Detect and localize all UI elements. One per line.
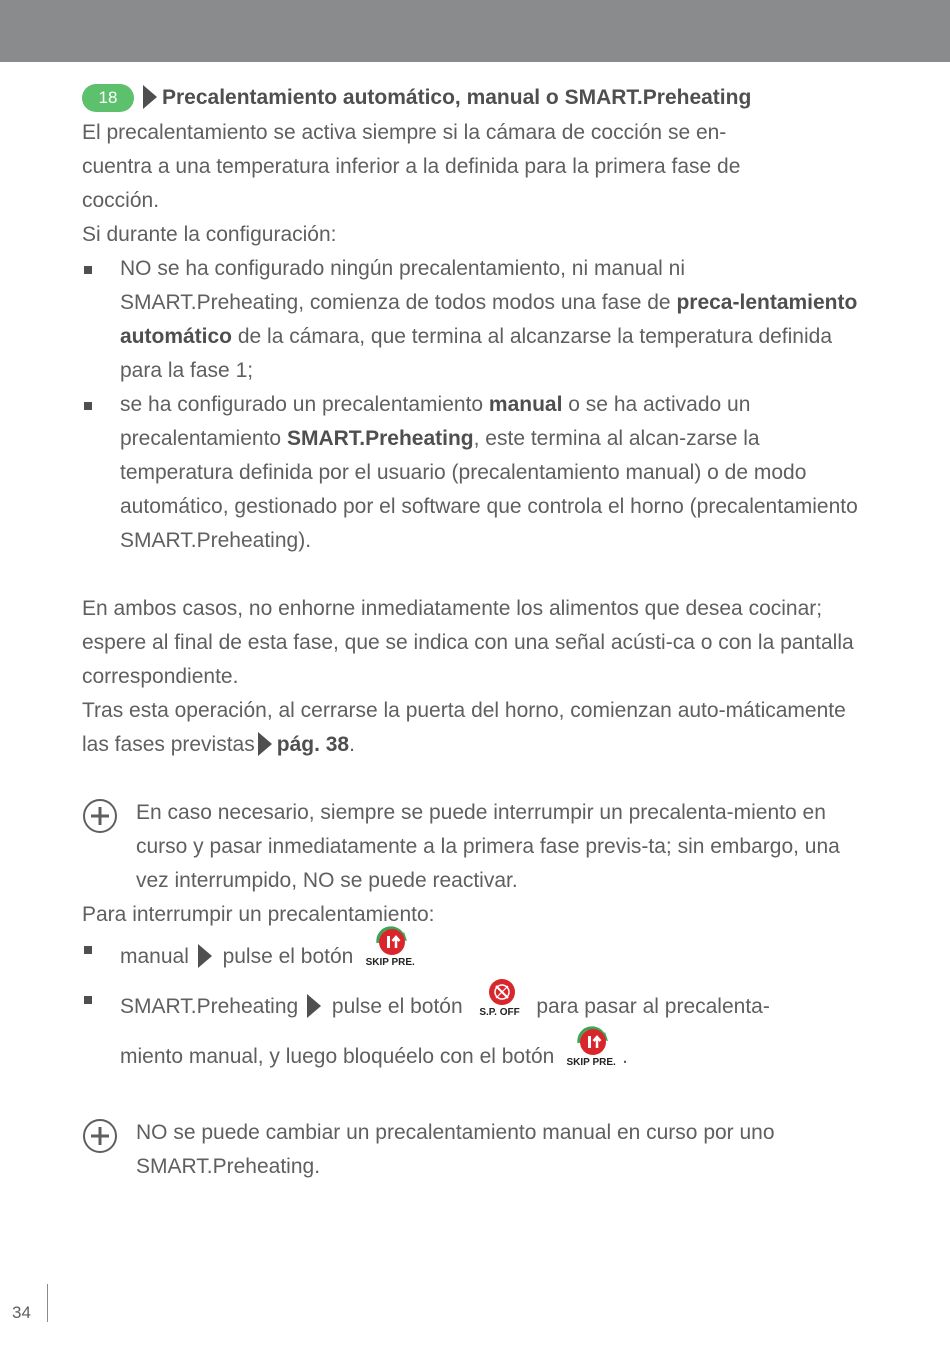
list-item [82,388,872,558]
paragraph-condition: Si durante la configuración: [82,223,337,246]
list-item-text: se ha configurado un precalentamiento [120,393,489,416]
list-item [82,932,872,982]
bullet-list-conditions [82,252,872,558]
button-icon-label: S.P. OFF [479,1007,520,1019]
list-item-text: de la cámara, que termina al alcanzarse la temperatura definida para la fase 1; [120,325,833,382]
paragraph-intro-line-2: cuentra a una temperatura inferior a la definida para la primera fase de [82,155,741,178]
note-text: NO se puede cambiar un precalentamiento manual en curso por uno SMART.Preheating. [136,1121,775,1178]
sp-off-button-icon [469,977,531,1021]
list-item-text: pulse el botón [331,995,463,1018]
page-content [82,80,872,1184]
button-icon-label: SKIP PRE. [365,957,415,969]
paragraph-intro-line-1: El precalentamiento se activa siempre si la cámara de cocción se en- [82,121,727,144]
plus-circle-icon [82,798,118,834]
button-icon-label: SKIP PRE. [566,1057,616,1069]
section-heading [82,80,872,116]
paragraph-how-to-interrupt: Para interrumpir un precalentamiento: [82,903,435,926]
list-item [82,252,872,388]
list-item-text: o se ha activado un precalentamiento [120,393,751,450]
paragraph-intro-line-3: cocción. [82,189,160,212]
list-item-bold: SMART.Preheating [286,427,474,450]
page-number: 34 [12,1303,31,1322]
section-title: Precalentamiento automático, manual o SMART.Preheating [162,86,752,109]
list-item [82,982,872,1082]
note-interrupt [82,796,872,898]
note-text: En caso necesario, siempre se puede interrumpir un precalenta-miento en curso y pasar inmediatamente a la primera fase previs-ta; sin embargo, una vez interrumpido, NO se puede reactivar. [136,801,840,892]
page-number-divider [47,1284,48,1322]
list-item-bold: manual [488,393,563,416]
skip-pre-button-icon [560,1027,622,1071]
bullet-list-interrupt [82,932,872,1082]
list-item-text: , este termina al alcan-zarse la temperatura definida por el usuario (precalentamiento manual) o de modo automático, gestionado por el software que controla el horno (precalentamiento SMART.Preheating). [120,427,858,552]
list-item-text: miento manual, y luego bloquéelo con el botón [120,1045,555,1068]
note-no-change [82,1116,872,1184]
list-item-bold: preca-lentamiento automático [120,291,858,348]
paragraph-end: . [349,733,355,756]
skip-pre-button-icon [359,927,421,971]
paragraph-text: Tras esta operación, al cerrarse la puerta del horno, comienzan auto-máticamente las fases previstas [82,699,846,756]
section-number-badge: 18 [82,84,134,112]
arrow-right-icon [198,944,212,968]
list-item-text: pulse el botón [222,945,354,968]
header-bar [0,0,950,62]
arrow-right-icon [258,732,272,756]
list-item-end: . [622,1045,628,1068]
paragraph-after-operation [82,694,872,762]
list-item-text: NO se ha configurado ningún precalentamiento, ni manual ni SMART.Preheating, comienza de todos modos una fase de [120,257,686,314]
arrow-right-icon [307,994,321,1018]
page-reference-link[interactable]: pág. 38 [276,733,350,756]
plus-circle-icon [82,1118,118,1154]
arrow-right-icon [143,85,157,109]
list-item-text: manual [120,945,189,968]
paragraph-both-cases: En ambos casos, no enhorne inmediatamente los alimentos que desea cocinar; espere al final de esta fase, que se indica con una señal acústi-ca o con la pantalla correspondiente. [82,597,854,688]
paragraph-intro [82,116,872,218]
list-item-text: SMART.Preheating [120,995,299,1018]
list-item-text: para pasar al precalenta- [536,995,770,1018]
